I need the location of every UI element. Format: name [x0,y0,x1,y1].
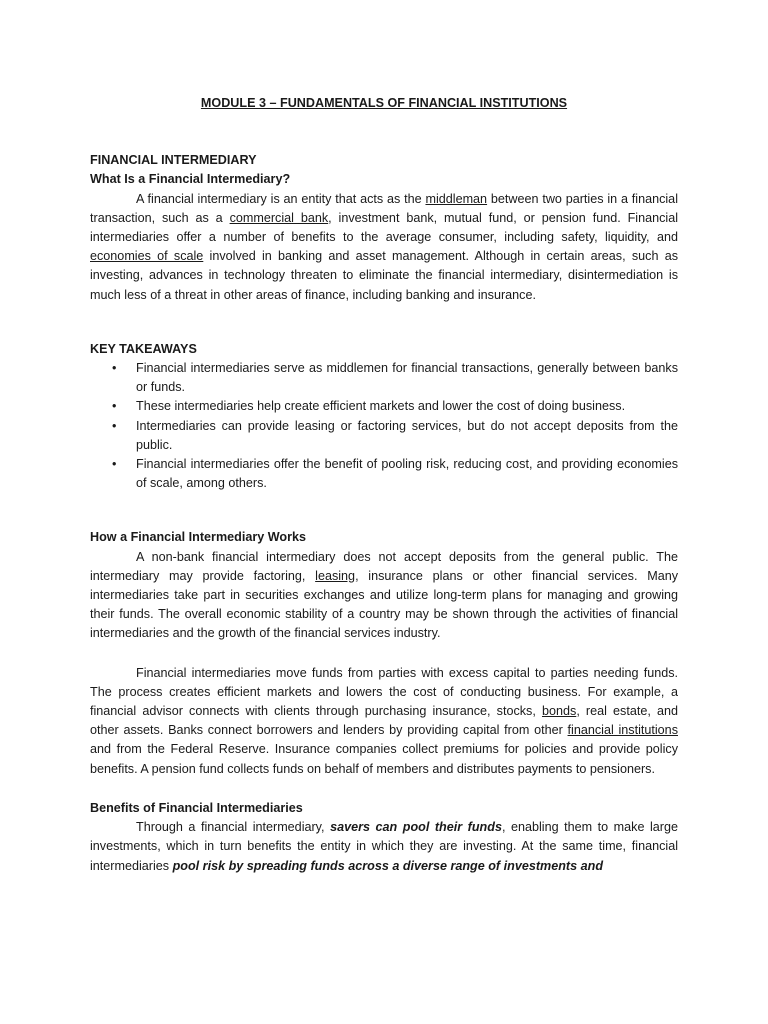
text-run: A non-bank financial intermediary does not accept deposits from the general public. The intermediary may provide factoring, [90,549,678,583]
section-heading-how-it-works: How a Financial Intermediary Works [90,530,307,545]
list-item [90,417,678,455]
list-item [90,455,678,493]
section-heading-benefits: Benefits of Financial Intermediaries [90,800,303,815]
module-title: MODULE 3 – FUNDAMENTALS OF FINANCIAL INSTITUTIONS [200,96,568,110]
takeaways-list [90,359,678,493]
list-item-text: Financial intermediaries serve as middlemen for financial transactions, generally between banks or funds. [136,361,678,395]
bullet-icon: • [112,418,117,433]
list-item [90,359,678,397]
subheading-what-is: What Is a Financial Intermediary? [90,172,291,187]
link-economies-of-scale[interactable]: economies of scale [90,249,204,264]
text-run: A financial intermediary is an entity that acts as the [136,191,426,206]
section-heading-financial-intermediary: FINANCIAL INTERMEDIARY [90,153,257,168]
bullet-icon: • [112,361,117,376]
list-item-text: Financial intermediaries offer the benefit of pooling risk, reducing cost, and providing economies of scale, among others. [136,457,678,491]
paragraph-how-it-works-2 [90,664,678,779]
text-run: , real estate, and other assets. Banks connect borrowers and lenders by providing capital from other [90,704,678,738]
text-run: and from the Federal Reserve. Insurance companies collect premiums for policies and provide policy benefits. A pension fund collects funds on behalf of members and distributes payments to pensioners. [90,742,678,776]
paragraph-how-it-works-1 [90,548,678,644]
bullet-icon: • [112,399,117,414]
paragraph-definition [90,190,678,305]
document-page [90,94,678,876]
link-commercial-bank[interactable]: commercial bank [229,210,329,225]
text-run: Financial intermediaries move funds from parties with excess capital to parties needing funds. The process creates efficient markets and lowers the cost of conducting business. For example, a financial advisor connects with clients through purchasing insurance, stocks, [90,665,678,719]
list-item-text: Intermediaries can provide leasing or factoring services, but do not accept deposits from the public. [136,418,678,452]
link-bonds[interactable]: bonds [541,704,577,719]
emphasis-savers-pool: savers can pool their funds [330,820,502,835]
link-leasing[interactable]: leasing [315,568,356,583]
list-item-text: These intermediaries help create efficient markets and lower the cost of doing business. [136,399,626,414]
link-financial-institutions[interactable]: financial institutions [567,723,678,738]
text-run: , enabling them to make large investments, which in turn benefits the entity in which they are investing. At the same time, financial intermediaries [90,820,678,873]
paragraph-benefits [90,818,678,876]
text-run: Through a financial intermediary, [136,820,331,835]
text-run: , investment bank, mutual fund, or pension fund. Financial intermediaries offer a number of benefits to the average consumer, including safety, liquidity, and [90,210,678,245]
link-middleman[interactable]: middleman [425,191,488,206]
emphasis-pool-risk: pool risk by spreading funds across a diverse range of investments and [172,858,604,873]
section-heading-key-takeaways: KEY TAKEAWAYS [90,341,197,356]
text-run: involved in banking and asset management. Although in certain areas, such as investing, advances in technology threaten to eliminate the financial intermediary, disintermediation is much less of a threat in other areas of finance, including banking and insurance. [90,249,678,302]
list-item [90,397,678,416]
text-run: between two parties in a financial transaction, such as a [90,191,678,225]
text-run: , insurance plans or other financial services. Many intermediaries take part in securities exchanges and utilize long-term plans for managing and growing their funds. The overall economic stability of a country may be shown through the activities of financial intermediaries and the growth of the financial services industry. [90,568,679,641]
bullet-icon: • [112,457,117,472]
